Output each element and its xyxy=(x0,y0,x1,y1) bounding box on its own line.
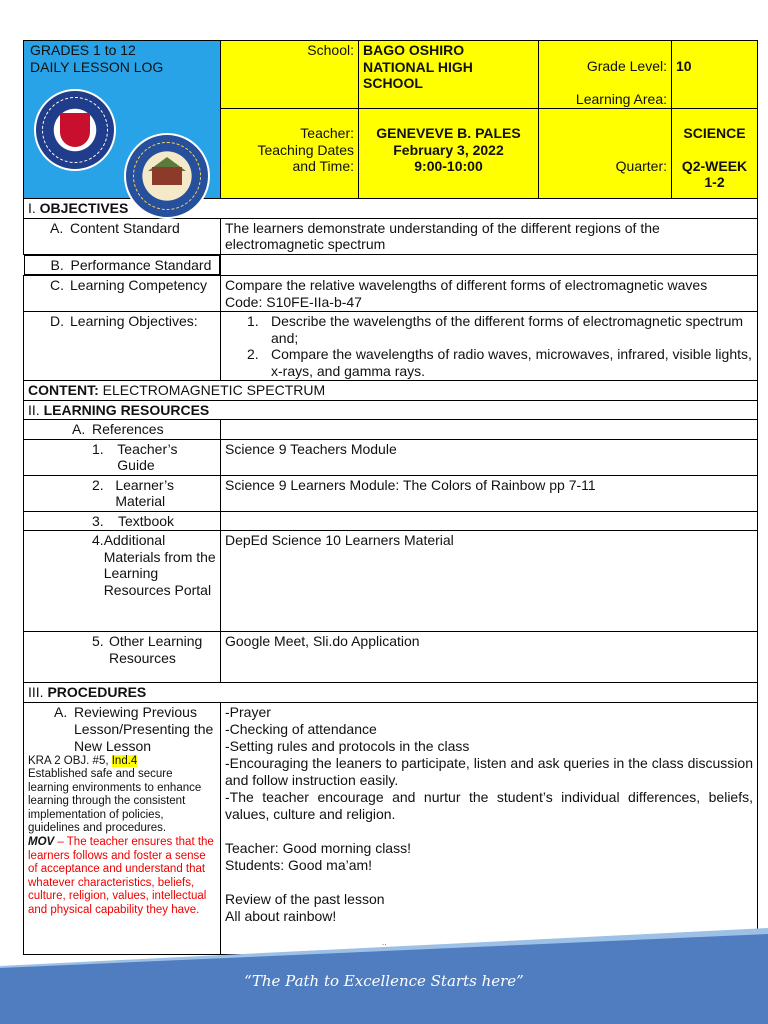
school-value: BAGO OSHIRO NATIONAL HIGH SCHOOL xyxy=(359,41,539,109)
learning-objectives-list xyxy=(221,312,758,381)
quarter-label: Quarter: xyxy=(539,109,672,199)
resource-value xyxy=(221,511,758,531)
kra-text: Established safe and secure learning environments to enhance learning through the consistent implementation of policies, guidelines and procedures. xyxy=(28,768,202,835)
activity-line: -Prayer xyxy=(225,703,271,720)
dates-label-line1: Teaching Dates xyxy=(257,141,354,158)
dialogue-teacher: Teacher: Good morning class! xyxy=(225,839,411,856)
kra-indicator: KRA 2 OBJ. #5, Ind.4 xyxy=(28,754,138,767)
lesson-log-table xyxy=(23,40,758,955)
objectives-numeral: I. xyxy=(28,200,36,216)
grade-level-label: Grade Level: xyxy=(586,58,667,74)
resources-title: LEARNING RESOURCES xyxy=(43,401,210,418)
content-standard-label: A. Content Standard xyxy=(24,218,221,254)
activity-line: -Encouraging the leaners to participate, listen and ask queries in the class discussion and follow instruction easily. xyxy=(225,754,753,788)
time-value: 9:00-10:00 xyxy=(414,158,483,174)
header-title-cell xyxy=(24,41,221,199)
procedure-step-cell xyxy=(24,702,221,954)
log-title-line2: DAILY LESSON LOG xyxy=(30,58,164,75)
log-title-line1: GRADES 1 to 12 xyxy=(30,42,136,58)
grade-value-cell xyxy=(672,41,758,109)
footer-tagline: “The Path to Excellence Starts here” xyxy=(244,972,524,990)
resource-label: 2. Learner’s Material xyxy=(24,475,221,511)
date-value: February 3, 2022 xyxy=(393,141,504,158)
resource-label: 5. Other Learning Resources xyxy=(24,632,221,683)
mov-text: MOV – The teacher ensures that the learners follows and foster a sense of acceptance and understand that whatever characteristics, beliefs, culture, religion, values, intellectual and physical capability they have. xyxy=(28,836,214,917)
resources-heading xyxy=(24,400,758,420)
competency-text: Compare the relative wavelengths of different forms of electromagnetic waves xyxy=(225,277,708,293)
procedures-numeral: III. xyxy=(28,684,44,700)
objective-item: 1. Describe the wavelengths of the different forms of electromagnetic spectrum and; xyxy=(247,313,744,346)
review-line: All about rainbow! xyxy=(225,907,337,924)
procedures-heading xyxy=(24,683,758,703)
dates-label-line2: and Time: xyxy=(292,158,354,174)
area-quarter-values xyxy=(672,109,758,199)
resource-value: Science 9 Teachers Module xyxy=(221,439,758,475)
review-line: Review of the past lesson xyxy=(225,890,385,907)
daily-lesson-log xyxy=(23,40,757,955)
content-row xyxy=(24,381,758,401)
teacher-value: GENEVEVE B. PALES xyxy=(376,125,521,141)
activity-line: -The teacher encourage and nurtur the student’s individual differences, beliefs, values, culture and religion. xyxy=(225,788,753,822)
procedures-title: PROCEDURES xyxy=(47,684,147,700)
activity-line: -Checking of attendance xyxy=(225,720,377,737)
objective-item: 2. Compare the wavelengths of radio waves, microwaves, infrared, visible lights, x-rays, and gamma rays. xyxy=(247,346,752,379)
school-seal-icon xyxy=(124,133,210,219)
grade-level-value: 10 xyxy=(676,58,692,74)
resource-value: DepEd Science 10 Learners Material xyxy=(221,531,758,632)
grade-level-cell xyxy=(539,41,672,109)
competency-label: C. Learning Competency xyxy=(24,276,221,312)
content-label: CONTENT: xyxy=(28,382,99,398)
objectives-title: OBJECTIVES xyxy=(39,200,129,216)
stray-mark: .. xyxy=(382,938,387,947)
resource-label: 3. Textbook xyxy=(24,511,221,531)
deped-seal-icon xyxy=(34,89,116,171)
resource-value: Science 9 Learners Module: The Colors of Rainbow pp 7-11 xyxy=(221,475,758,511)
performance-standard-label: B. Performance Standard xyxy=(24,255,221,276)
learning-area-label: Learning Area: xyxy=(575,90,667,107)
resource-value: Google Meet, Sli.do Application xyxy=(221,632,758,683)
school-label: School: xyxy=(221,41,359,109)
content-standard-value: The learners demonstrate understanding of the different regions of the electromagnetic spectrum xyxy=(221,218,758,254)
references-label: A. References xyxy=(24,420,221,440)
activity-line: -Setting rules and protocols in the class xyxy=(225,737,470,754)
learning-area-value: SCIENCE xyxy=(683,125,746,141)
teacher-label: Teacher: xyxy=(300,125,354,141)
competency-value xyxy=(221,276,758,312)
logos xyxy=(30,75,214,187)
procedure-step-label: A. Reviewing Previous Lesson/Presenting the New Lesson xyxy=(54,703,214,754)
references-value xyxy=(221,420,758,440)
resource-label: 4. Additional Materials from the Learning Resources Portal xyxy=(24,531,221,632)
performance-standard-value xyxy=(221,254,758,276)
dialogue-students: Students: Good ma’am! xyxy=(225,856,373,873)
resource-label: 1. Teacher’s Guide xyxy=(24,439,221,475)
learning-objectives-label: D. Learning Objectives: xyxy=(24,312,221,381)
content-value: ELECTROMAGNETIC SPECTRUM xyxy=(102,382,326,398)
teacher-labels xyxy=(221,109,359,199)
indicator-highlight: Ind.4 xyxy=(111,754,138,767)
resources-numeral: II. xyxy=(28,401,40,418)
teacher-values xyxy=(359,109,539,199)
competency-code: Code: S10FE-IIa-b-47 xyxy=(225,293,362,310)
quarter-value: Q2-WEEK 1-2 xyxy=(681,157,748,190)
procedure-activities xyxy=(221,702,758,954)
